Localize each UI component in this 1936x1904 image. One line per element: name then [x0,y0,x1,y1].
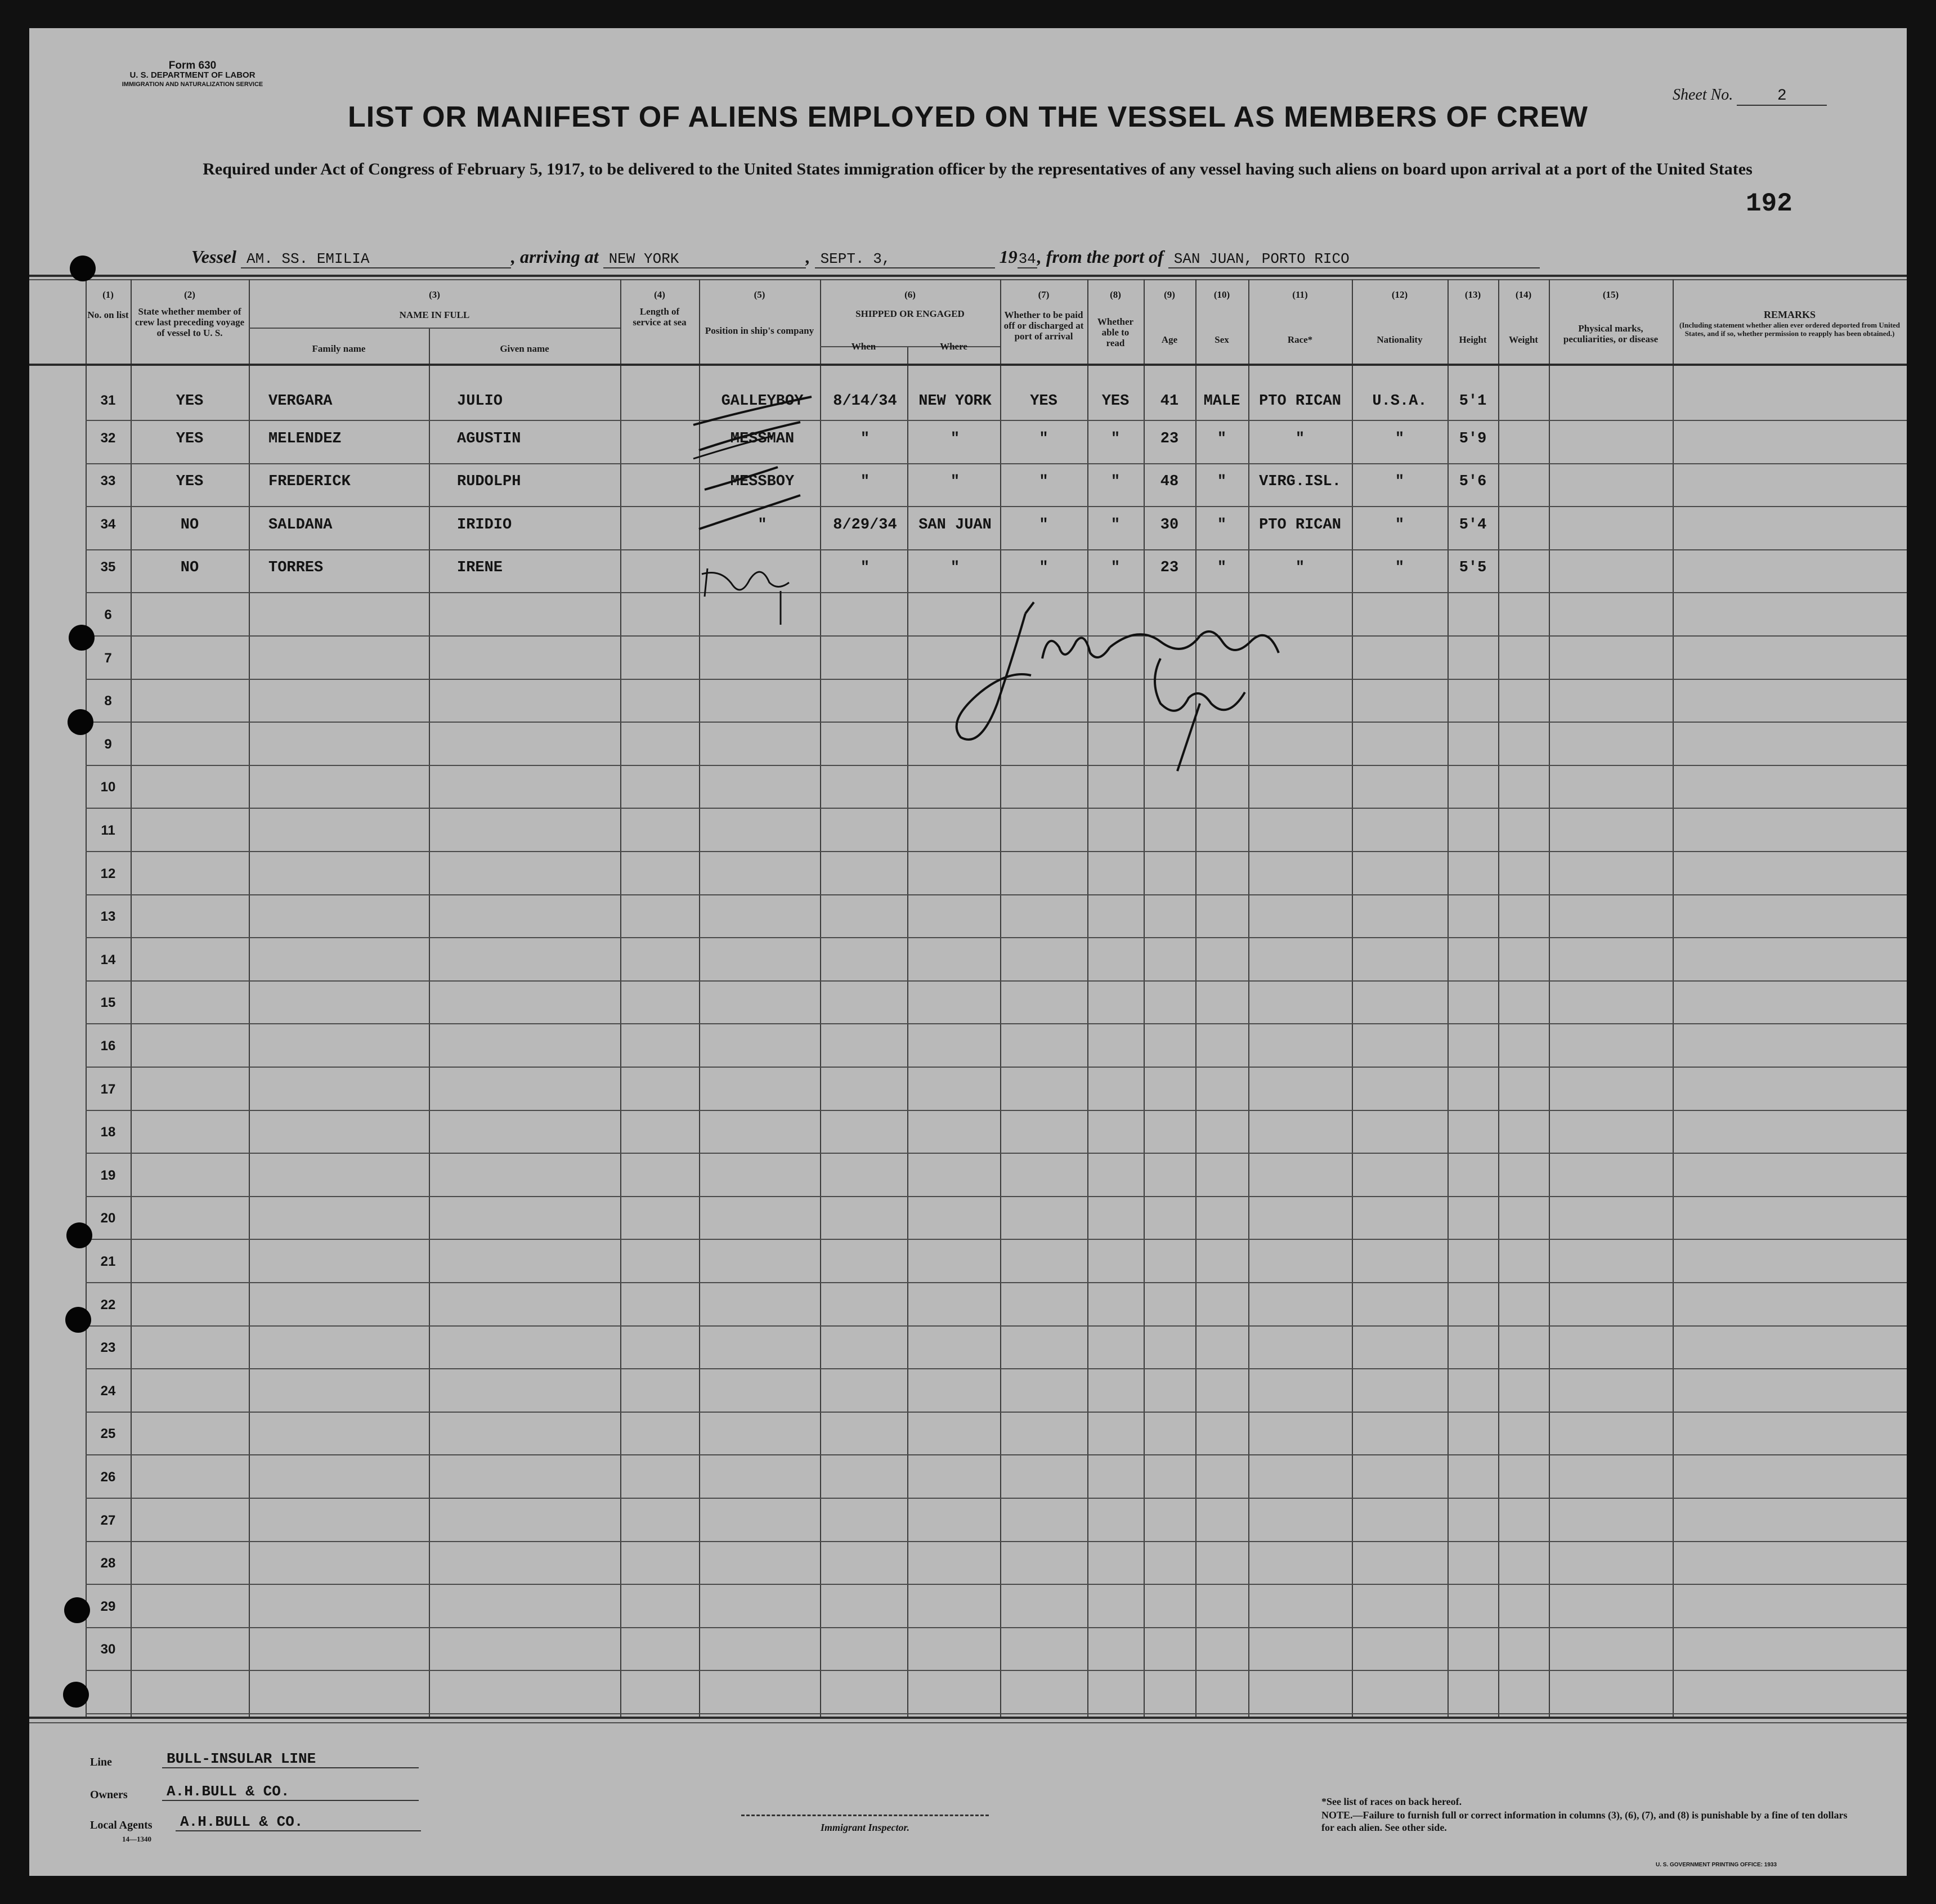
row-rule [86,808,1907,809]
position-column-strikes [660,388,840,636]
column-rule [1498,279,1499,1717]
shipped-when-cell: " [860,559,870,576]
col3-header: NAME IN FULL [399,310,470,320]
column-rule [1144,279,1145,1717]
line-number: 24 [100,1383,116,1399]
remarks-header: REMARKS [1763,309,1816,320]
shipped-when-cell: 8/29/34 [833,517,897,534]
position-cell: MESSMAN [730,431,795,447]
age-cell: 23 [1160,559,1179,576]
line-number: 11 [101,823,115,838]
col11-header: Race* [1287,334,1313,345]
row-number-cell: 32 [100,431,116,446]
nationality-cell: U.S.A. [1372,393,1427,410]
family-name-cell: MELENDEZ [268,431,342,447]
row-number-cell: 31 [100,393,116,408]
sex-cell: " [1217,473,1227,490]
family-name-cell: TORRES [268,559,324,576]
col7-number: (7) [1038,289,1050,300]
height-cell: 5'5 [1459,559,1487,576]
inspector-signature [896,591,1335,782]
line-number: 9 [104,737,112,752]
column-rule [1195,279,1196,1717]
row-rule [86,937,1907,938]
able-to-read-cell: " [1110,431,1121,447]
arriving-label: , arriving at [511,247,599,267]
line-number: 22 [100,1297,116,1312]
col6-header: SHIPPED OR ENGAGED [855,308,965,319]
col1-number: (1) [102,289,114,300]
row-rule [86,1713,1907,1714]
table-bottom-rule-inner [29,1722,1907,1723]
nationality-cell: " [1395,559,1405,576]
remarks-note: (Including statement whether alien ever ordered deported from United States, and if so, whether permission to reapply has been obtained.) [1679,321,1900,338]
line-number: 15 [100,995,116,1010]
col4-number: (4) [654,289,665,300]
column-rule [620,279,621,1717]
row-rule [86,1110,1907,1111]
row-number-cell: 34 [100,517,116,532]
line-number: 8 [104,693,112,709]
line-number: 26 [100,1470,116,1485]
age-cell: 41 [1160,393,1179,410]
col10-header: Sex [1215,334,1229,345]
shipped-where-cell: " [950,431,960,447]
row-rule [86,1325,1907,1327]
name-subheader-rule [249,328,620,329]
shipped-when-cell: " [860,431,870,447]
age-cell: 23 [1160,431,1179,447]
line-number: 20 [100,1211,116,1226]
age-cell: 48 [1160,473,1179,490]
column-rule [1673,279,1674,1717]
col5-header: Position in ship's company [705,325,814,336]
line-number: 23 [100,1340,116,1355]
age-cell: 30 [1160,517,1179,534]
col15-header: Physical marks, peculiarities, or disease [1563,323,1659,344]
row-rule [86,894,1907,895]
punch-hole [66,1222,92,1248]
form-identifier [91,61,294,89]
row-rule [86,1498,1907,1499]
position-cell: MESSBOY [730,473,795,490]
able-to-read-cell: " [1110,473,1121,490]
row-rule [86,1584,1907,1585]
able-to-read-cell: " [1110,517,1121,534]
punch-hole [69,625,95,651]
col4-header: Length of service at sea [633,306,687,328]
column-rule [249,279,250,1717]
line-number: 28 [100,1556,116,1571]
line-number: 17 [100,1082,116,1097]
position-cell: GALLEYBOY [721,393,804,410]
form-reference: 14—1340 [122,1835,151,1843]
row-rule [86,1239,1907,1240]
height-cell: 5'1 [1459,393,1487,410]
row-rule [86,420,1907,421]
nationality-cell: " [1395,517,1405,534]
local-agents-label: Local Agents [90,1819,153,1831]
column-rule [1447,279,1449,1717]
table-bottom-rule [29,1717,1907,1719]
line-number: 25 [100,1426,116,1441]
printer-imprint: U. S. GOVERNMENT PRINTING OFFICE: 1933 [1656,1862,1777,1868]
nationality-cell: " [1395,473,1405,490]
col13-number: (13) [1464,289,1481,300]
previous-voyage-cell: NO [180,517,199,534]
row-rule [86,1153,1907,1154]
paid-off-cell: YES [1030,393,1057,410]
page-subtitle: Required under Act of Congress of February 5, 1917, to be delivered to the United States immigration officer by the representatives of any vessel having such aliens on board upon arrival at a port of the United States [203,160,1753,178]
line-number: 10 [100,779,116,795]
height-cell: 5'4 [1459,517,1487,534]
col9-number: (9) [1164,289,1175,300]
penalty-note: NOTE.—Failure to furnish full or correct information in columns (3), (6), (7), and (8) is punishable by a fine of ten dollars for each alien. See other side. [1321,1809,1848,1833]
row-rule [86,1541,1907,1542]
nationality-cell: " [1395,431,1405,447]
shipped-where-cell: " [950,473,960,490]
paid-off-cell: " [1039,473,1048,490]
line-number: 16 [100,1038,116,1054]
col6-when-header: When [851,341,876,352]
row-number-cell: 35 [100,559,116,575]
given-name-cell: AGUSTIN [457,431,521,447]
col3-given-header: Given name [500,343,549,354]
family-name-cell: VERGARA [268,393,333,410]
sex-cell: " [1217,559,1227,576]
given-name-cell: IRENE [457,559,503,576]
race-cell: " [1295,431,1305,447]
line-number: 12 [100,866,116,881]
row-rule [86,1627,1907,1628]
col6-number: (6) [904,289,916,300]
row-rule [86,1067,1907,1068]
page-title: LIST OR MANIFEST OF ALIENS EMPLOYED ON THE VESSEL AS MEMBERS OF CREW [348,101,1588,133]
col6-where-header: Where [940,341,967,352]
col10-number: (10) [1213,289,1230,300]
family-name-cell: FREDERICK [268,473,351,490]
table-top-rule-inner [29,279,1907,280]
column-rule [907,346,908,1717]
family-name-cell: SALDANA [268,517,333,534]
row-rule [86,1454,1907,1455]
col8-header: Whether able to read [1097,316,1134,348]
col14-number: (14) [1515,289,1532,300]
given-name-cell: RUDOLPH [457,473,521,490]
department-name: U. S. DEPARTMENT OF LABOR [129,70,256,80]
races-note: *See list of races on back hereof. [1321,1796,1462,1807]
row-rule [86,463,1907,464]
shipped-when-cell: " [860,473,870,490]
header-bottom-rule [29,364,1907,366]
col7-header: Whether to be paid off or discharged at port of arrival [1003,310,1084,342]
arrival-year: 34 [1018,250,1036,267]
position-cell: " [758,517,767,534]
line-number: 7 [104,651,112,666]
column-rule [1248,279,1249,1717]
row-rule [86,851,1907,852]
column-rule [131,279,132,1717]
previous-voyage-cell: YES [176,393,204,410]
year-prefix: 19 [999,247,1018,267]
row-rule [86,1670,1907,1671]
line-label: Line [90,1756,112,1768]
immigrant-inspector-line: Immigrant Inspector. [741,1815,989,1834]
col12-header: Nationality [1377,334,1423,345]
column-rule [1000,279,1001,1717]
col14-header: Weight [1509,334,1538,345]
previous-voyage-cell: NO [180,559,199,576]
col8-number: (8) [1110,289,1121,300]
shipped-where-cell: NEW YORK [918,393,992,410]
vessel-label: Vessel [191,247,236,267]
form-number: Form 630 [168,60,217,71]
shipped-where-cell: SAN JUAN [918,517,992,534]
line-number: 29 [100,1599,116,1614]
service-name: IMMIGRATION AND NATURALIZATION SERVICE [122,81,263,88]
height-cell: 5'9 [1459,431,1487,447]
col15-number: (15) [1602,289,1619,300]
punch-hole [65,1307,91,1333]
col9-header: Age [1161,334,1178,345]
row-rule [86,980,1907,982]
line-number: 27 [100,1513,116,1528]
race-cell: VIRG.ISL. [1259,473,1341,490]
row-rule [86,1412,1907,1413]
height-cell: 5'6 [1459,473,1487,490]
col5-number: (5) [754,289,765,300]
punch-hole [68,709,93,735]
punch-hole [70,256,96,281]
row-rule [86,506,1907,507]
given-name-cell: JULIO [457,393,503,410]
previous-voyage-cell: YES [176,431,204,447]
line-number: 21 [100,1254,116,1269]
col13-header: Height [1459,334,1487,345]
column-rule [429,328,430,1717]
punch-hole [63,1682,89,1708]
line-number: 30 [100,1642,116,1657]
previous-voyage-cell: YES [176,473,204,490]
row-rule [86,549,1907,550]
manifest-sheet [29,28,1907,1876]
from-port-label: , from the port of [1037,247,1164,267]
arrival-port: NEW YORK [603,250,806,268]
line-number: 19 [100,1168,116,1183]
table-top-rule [29,275,1907,277]
given-name-cell: IRIDIO [457,517,512,534]
departure-port: SAN JUAN, PORTO RICO [1168,250,1540,268]
owners-value: A.H.BULL & CO. [162,1783,419,1801]
row-rule [86,1023,1907,1024]
line-number: 14 [100,952,116,967]
arrival-date: SEPT. 3, [815,250,995,268]
sheet-number-value: 2 [1737,87,1827,106]
col3-family-header: Family name [312,343,366,354]
local-agents-value: A.H.BULL & CO. [176,1813,421,1831]
owners-label: Owners [90,1789,128,1801]
sex-cell: MALE [1203,393,1240,410]
col2-number: (2) [184,289,195,300]
sex-cell: " [1217,517,1227,534]
race-cell: PTO RICAN [1259,517,1341,534]
shipped-where-cell: " [950,559,960,576]
col3-number: (3) [429,289,440,300]
able-to-read-cell: YES [1101,393,1130,410]
paid-off-cell: " [1039,559,1048,576]
col2-header: State whether member of crew last preceding voyage of vessel to U. S. [135,306,245,338]
paid-off-cell: " [1039,431,1048,447]
voyage-details: Vessel AM. SS. EMILIA , arriving at NEW YORK , SEPT. 3, 1934, from the port of SAN JUAN, PORTO RICO [191,247,1767,268]
able-to-read-cell: " [1110,559,1121,576]
col1-header: No. on list [87,310,129,320]
sex-cell: " [1217,431,1227,447]
line-number: 6 [104,607,112,622]
line-number: 13 [100,909,116,924]
row-rule [86,1196,1907,1197]
punch-hole [64,1597,90,1623]
column-rule [1352,279,1353,1717]
page-number: 192 [1746,189,1792,218]
row-rule [86,1368,1907,1369]
paid-off-cell: " [1039,517,1048,534]
race-cell: PTO RICAN [1259,393,1341,410]
shipped-when-cell: 8/14/34 [833,393,897,410]
row-number-cell: 33 [100,473,116,489]
sheet-number-label: Sheet No. [1673,86,1733,104]
row-rule [86,1282,1907,1283]
vessel-name: AM. SS. EMILIA [241,250,511,268]
line-number: 18 [100,1125,116,1140]
col11-number: (11) [1292,289,1308,300]
col12-number: (12) [1391,289,1408,300]
race-cell: " [1295,559,1305,576]
column-rule [1087,279,1088,1717]
line-value: BULL-INSULAR LINE [162,1750,419,1768]
column-rule [1549,279,1550,1717]
